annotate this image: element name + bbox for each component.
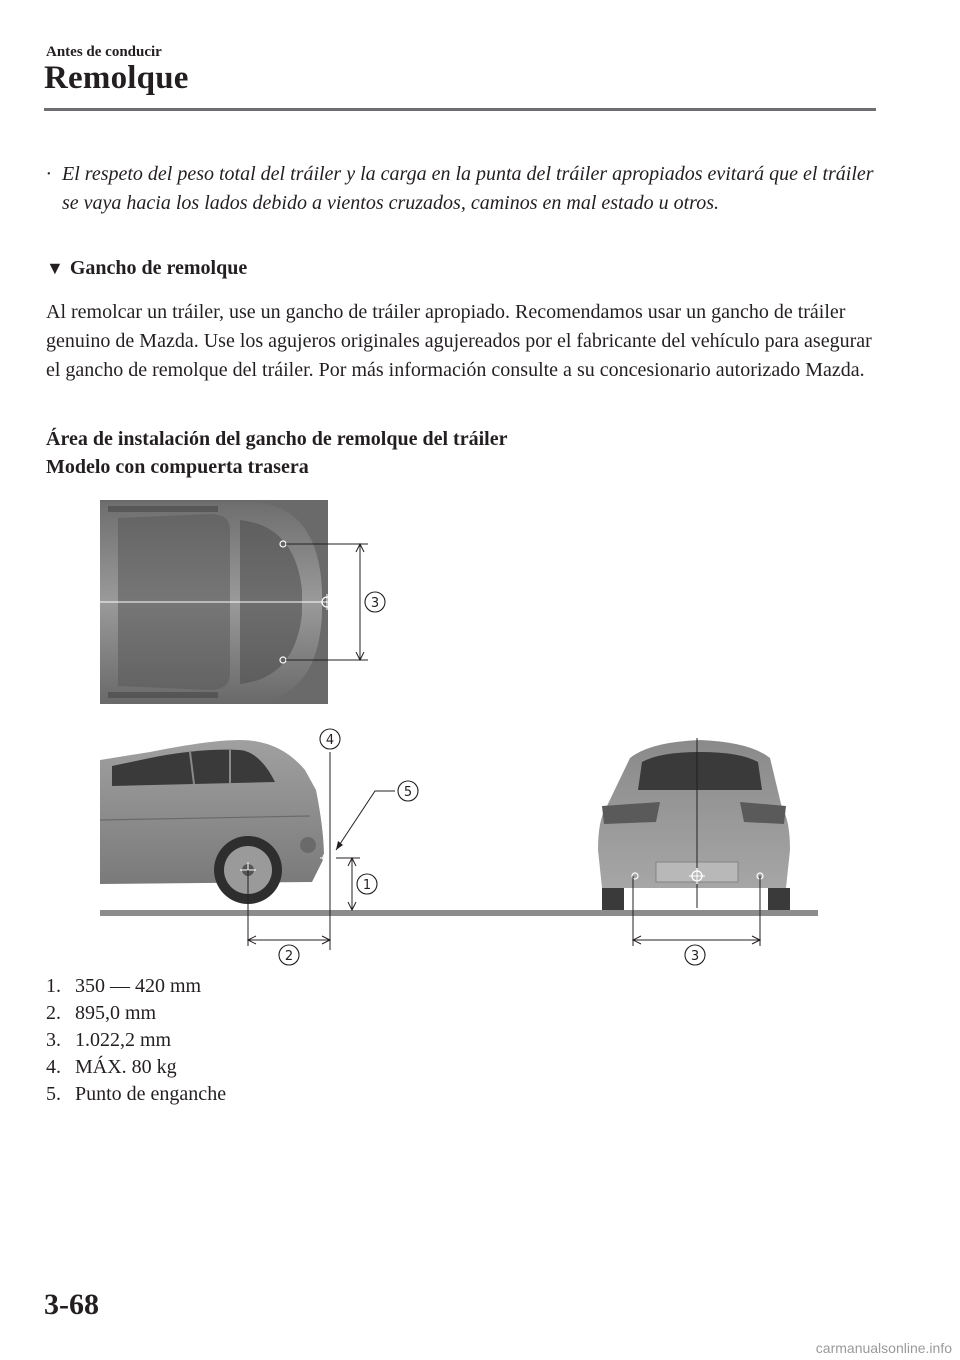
note-text: El respeto del peso total del tráiler y la carga en la punta del tráiler apropiados evitará que el tráiler se vaya hacia los lados debido a vientos cruzados, caminos en mal estado u otros. <box>62 163 874 214</box>
svg-text:5: 5 <box>403 785 413 800</box>
legend-text: 350 ― 420 mm <box>75 975 202 997</box>
legend-text: 1.022,2 mm <box>75 1029 172 1051</box>
triangle-down-icon: ▼ <box>46 258 64 278</box>
svg-text:3: 3 <box>690 949 700 964</box>
callout-3-rear <box>685 945 705 965</box>
legend-item <box>46 1081 226 1108</box>
svg-text:2: 2 <box>284 949 294 964</box>
page-title: Remolque <box>44 60 189 96</box>
callout-5 <box>336 781 418 850</box>
legend-number: 4. <box>46 1056 61 1078</box>
watermark[interactable]: carmanualsonline.info <box>815 1340 952 1356</box>
legend-text: MÁX. 80 kg <box>75 1056 177 1078</box>
height-dimension <box>336 858 360 910</box>
section-heading <box>46 257 247 280</box>
legend-text: Punto de enganche <box>75 1083 227 1105</box>
legend-number: 1. <box>46 975 61 997</box>
body-paragraph: Al remolcar un tráiler, use un gancho de tráiler apropiado. Recomendamos usar un gancho de tráiler genuino de Mazda. Use los agujeros originales agujereados por el fabricante del vehículo para asegurar el gancho de remolque del tráiler. Por más información consulte a su concesionario autorizado Mazda. <box>46 301 872 381</box>
hitch-installation-diagram <box>90 490 830 970</box>
callout-1 <box>357 874 377 894</box>
section-heading-text: Gancho de remolque <box>69 257 248 279</box>
side-view-car <box>100 740 324 904</box>
legend-item <box>46 1054 226 1081</box>
legend-number: 2. <box>46 1002 61 1024</box>
title-divider <box>44 108 876 111</box>
legend-item <box>46 1027 226 1054</box>
callout-4 <box>320 729 340 749</box>
callout-3-top <box>365 592 385 612</box>
legend-number: 3. <box>46 1029 61 1051</box>
legend-number: 5. <box>46 1083 61 1105</box>
ground-line <box>100 910 818 916</box>
figure-legend <box>46 973 226 1108</box>
legend-item <box>46 1000 226 1027</box>
section-label: Antes de conducir <box>46 44 162 60</box>
legend-item <box>46 973 226 1000</box>
bullet-icon: · <box>46 163 51 185</box>
svg-text:1: 1 <box>362 878 372 893</box>
page-number: 3-68 <box>44 1288 99 1321</box>
svg-text:3: 3 <box>370 596 380 611</box>
callout-2 <box>279 945 299 965</box>
legend-text: 895,0 mm <box>75 1002 157 1024</box>
rear-view-car <box>598 740 790 910</box>
svg-text:4: 4 <box>325 733 335 748</box>
note-paragraph <box>46 160 876 218</box>
figure-subtitle: Modelo con compuerta trasera <box>46 456 309 478</box>
figure-title: Área de instalación del gancho de remolque del tráiler <box>46 428 508 450</box>
